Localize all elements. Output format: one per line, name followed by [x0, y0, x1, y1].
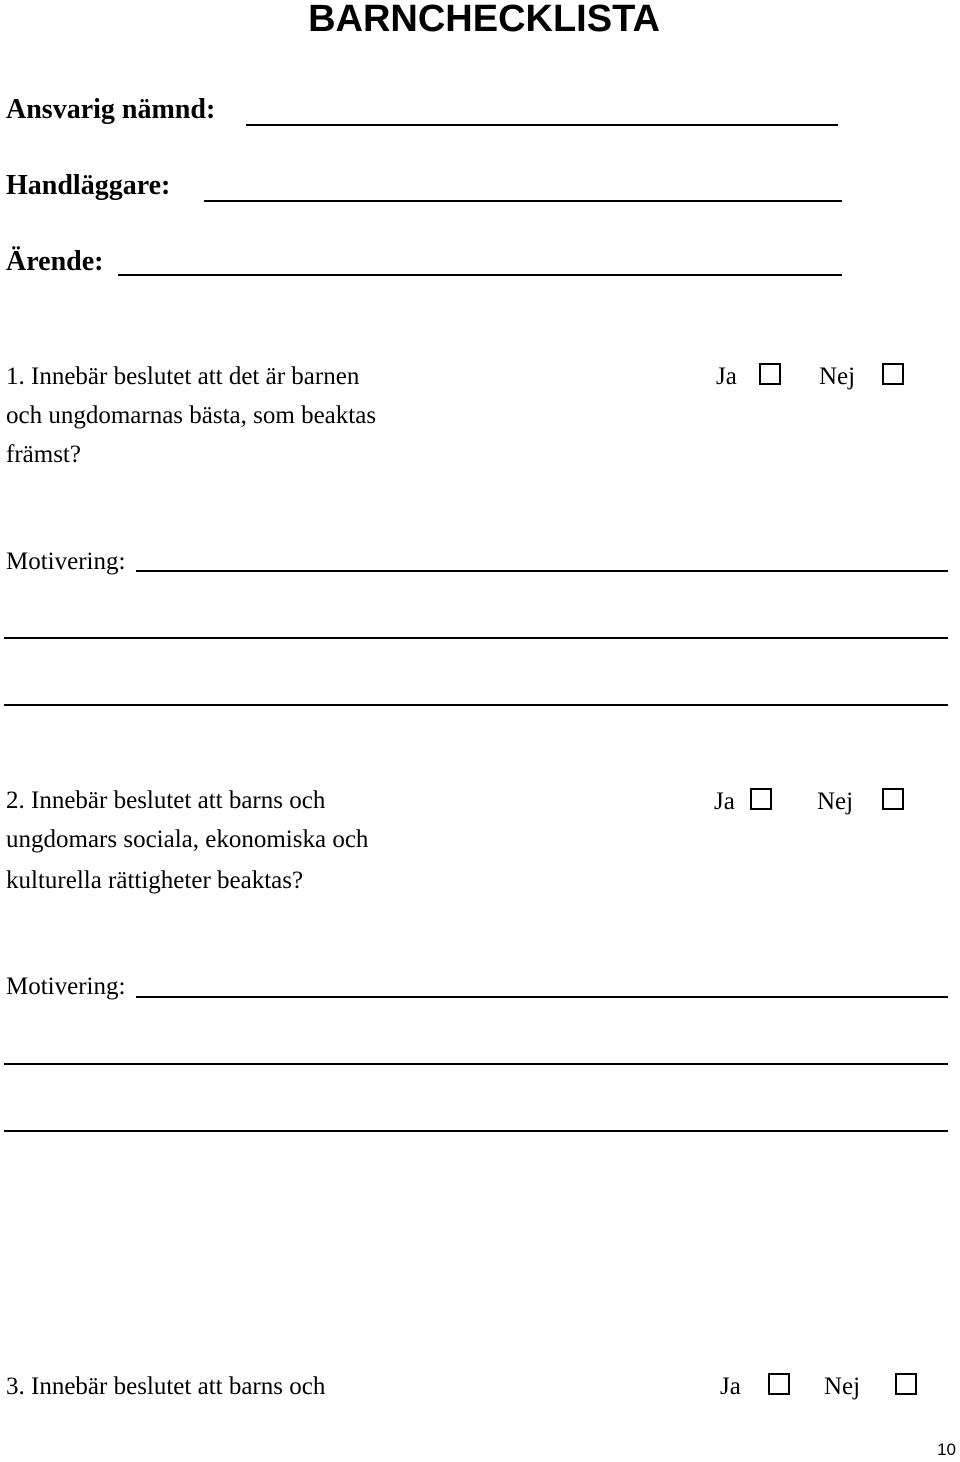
case-label: Ärende:	[6, 246, 104, 277]
question-2-line-1: 2. Innebär beslutet att barns och	[6, 787, 326, 814]
case-line[interactable]	[118, 274, 842, 276]
question-2-yes-label: Ja	[714, 788, 735, 815]
question-3-line-1: 3. Innebär beslutet att barns och	[6, 1373, 326, 1400]
question-1-line-1: 1. Innebär beslutet att det är barnen	[6, 363, 360, 390]
question-1-no-checkbox[interactable]	[882, 363, 904, 385]
responsible-board-line[interactable]	[246, 124, 838, 126]
question-2-line-3: kulturella rättigheter beaktas?	[6, 867, 304, 894]
page-title: BARNCHECKLISTA	[308, 0, 660, 40]
question-1-motivation-line-2[interactable]	[4, 637, 948, 639]
question-1-yes-checkbox[interactable]	[759, 363, 781, 385]
question-2-motivation-line-3[interactable]	[4, 1130, 948, 1132]
question-3-yes-label: Ja	[720, 1373, 741, 1400]
responsible-board-label: Ansvarig nämnd:	[6, 94, 216, 125]
question-3-no-label: Nej	[824, 1373, 861, 1400]
question-2-no-label: Nej	[817, 788, 854, 815]
question-2-yes-checkbox[interactable]	[750, 788, 772, 810]
question-1-motivation-line-3[interactable]	[4, 704, 948, 706]
question-2-motivation-label: Motivering:	[6, 973, 126, 1000]
case-officer-label: Handläggare:	[6, 170, 171, 201]
question-1-motivation-label: Motivering:	[6, 548, 126, 575]
question-2-motivation-line-1[interactable]	[136, 996, 948, 998]
question-2-motivation-line-2[interactable]	[4, 1063, 948, 1065]
question-1-line-2: och ungdomarnas bästa, som beaktas	[6, 402, 377, 429]
question-1-no-label: Nej	[819, 363, 856, 390]
question-1-yes-label: Ja	[716, 363, 737, 390]
question-2-no-checkbox[interactable]	[882, 788, 904, 810]
question-1-motivation-line-1[interactable]	[136, 570, 948, 572]
question-3-yes-checkbox[interactable]	[768, 1373, 790, 1395]
case-officer-line[interactable]	[204, 200, 842, 202]
question-2-line-2: ungdomars sociala, ekonomiska och	[6, 826, 369, 853]
question-3-no-checkbox[interactable]	[895, 1373, 917, 1395]
question-1-line-3: främst?	[6, 441, 81, 468]
page-number: 10	[937, 1440, 956, 1459]
